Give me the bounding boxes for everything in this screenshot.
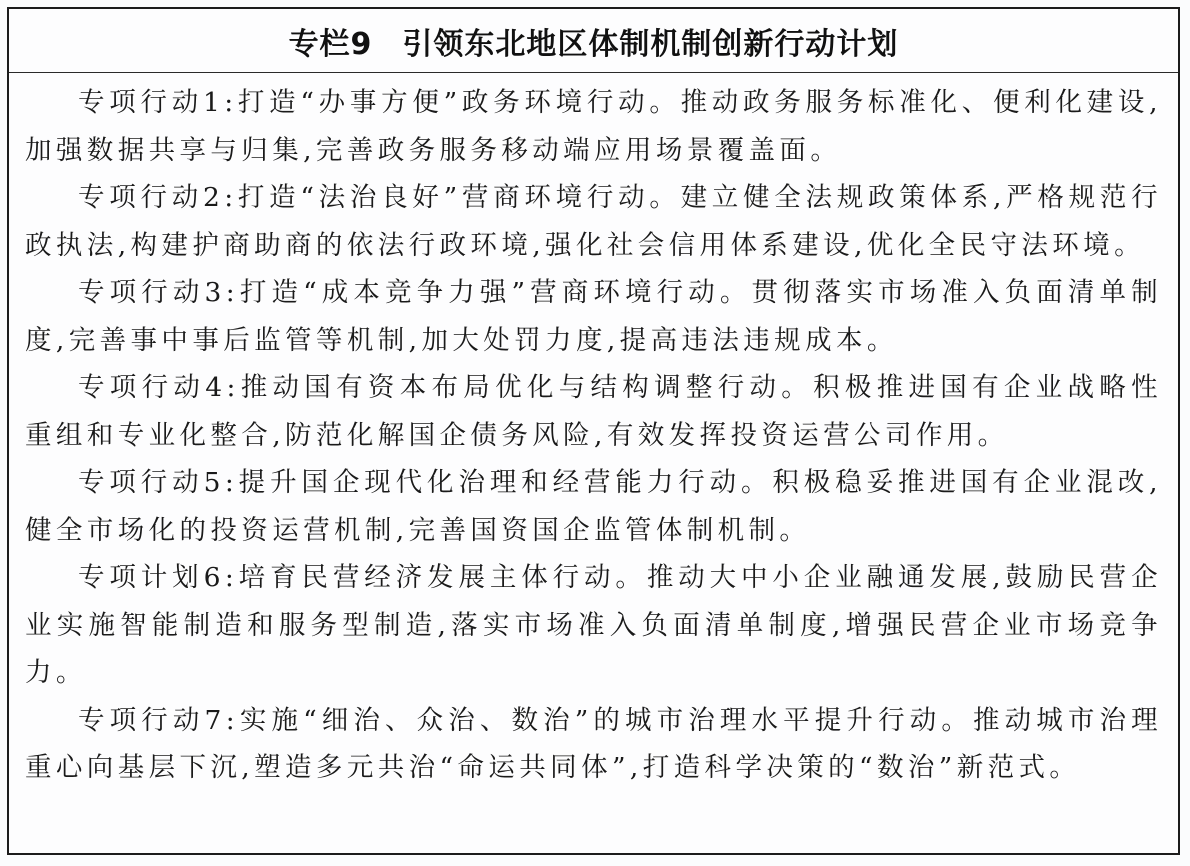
action-label: 专项行动1:	[78, 87, 238, 118]
action-item-1	[25, 79, 1162, 174]
action-item-2	[25, 174, 1162, 269]
action-text: 打造“成本竞争力强”营商环境行动。贯彻落实市场准入负面清单制度,完善事中事后监管等机制,加大处罚力度,提高违法违规成本。	[25, 277, 1162, 356]
action-label: 专项行动3:	[78, 277, 240, 308]
action-item-5	[25, 459, 1162, 554]
action-item-6	[25, 554, 1162, 697]
action-label: 专项行动2:	[78, 182, 238, 213]
action-text: 培育民营经济发展主体行动。推动大中小企业融通发展,鼓励民营企业实施智能制造和服务型制造,落实市场准入负面清单制度,增强民营企业市场竞争力。	[25, 562, 1162, 688]
box-title-text: 引领东北地区体制机制创新行动计划	[402, 26, 899, 62]
action-item-4	[25, 364, 1162, 459]
action-text: 提升国企现代化治理和经营能力行动。积极稳妥推进国有企业混改,健全市场化的投资运营机制,完善国资国企监管体制机制。	[25, 467, 1162, 546]
action-label: 专项行动4:	[78, 372, 240, 403]
action-text: 打造“法治良好”营商环境行动。建立健全法规政策体系,严格规范行政执法,构建护商助商的依法行政环境,强化社会信用体系建设,优化全民守法环境。	[25, 182, 1162, 261]
action-label: 专项行动5:	[78, 467, 239, 498]
action-text: 推动国有资本布局优化与结构调整行动。积极推进国有企业战略性重组和专业化整合,防范化解国企债务风险,有效发挥投资运营公司作用。	[25, 372, 1162, 451]
action-item-3	[25, 269, 1162, 364]
box-title-number: 专栏9	[288, 26, 373, 62]
action-label: 专项行动7:	[78, 704, 240, 736]
box-body	[9, 73, 1178, 792]
box-title	[289, 19, 899, 63]
action-text: 实施“细治、众治、数治”的城市治理水平提升行动。推动城市治理重心向基层下沉,塑造多元共治“命运共同体”,打造科学决策的“数治”新范式。	[25, 704, 1162, 783]
box-header	[9, 9, 1178, 73]
action-label: 专项计划6:	[78, 562, 239, 593]
action-text: 打造“办事方便”政务环境行动。推动政务服务标准化、便利化建设,加强数据共享与归集,完善政务服务移动端应用场景覆盖面。	[25, 87, 1162, 166]
action-item-7	[25, 697, 1162, 792]
column-box	[7, 7, 1180, 855]
